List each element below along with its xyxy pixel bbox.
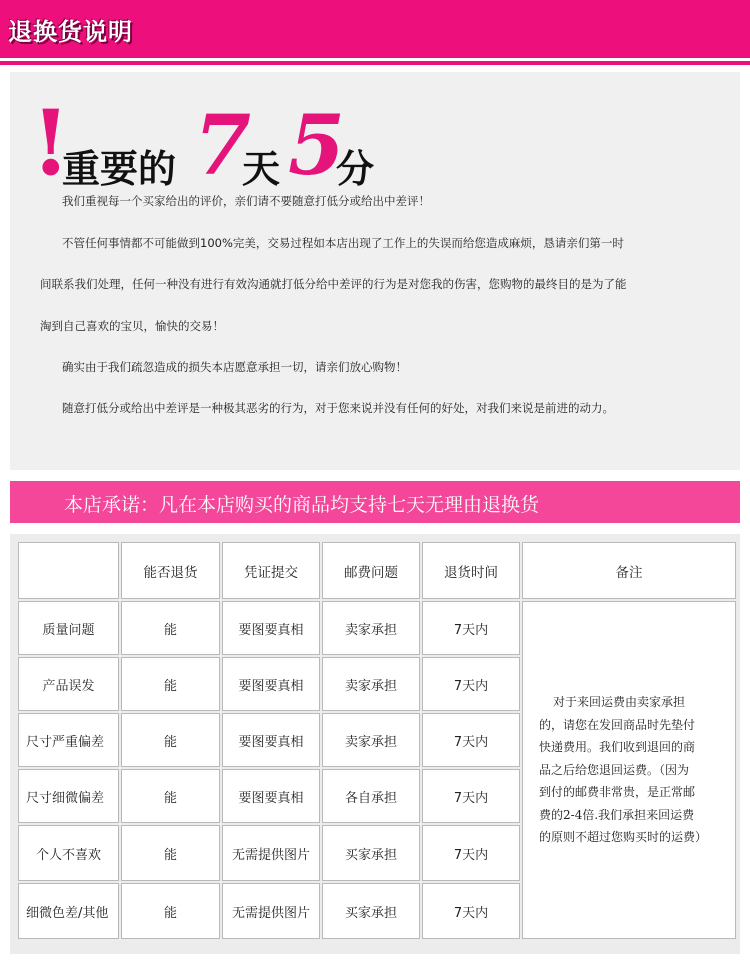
row-6-shipping: 买家承担 xyxy=(322,883,420,939)
row-5-shipping: 买家承担 xyxy=(322,825,420,881)
row-3-proof: 要图要真相 xyxy=(222,713,320,767)
row-5-returnable: 能 xyxy=(121,825,220,881)
notice-line-6: 随意打低分或给出中差评是一种极其恶劣的行为，对于您来说并没有任何的好处，对我们来说是前进的动力。 xyxy=(62,401,614,415)
row-2-category: 产品误发 xyxy=(18,657,119,711)
row-1-time: 7天内 xyxy=(422,601,520,655)
row-1-returnable: 能 xyxy=(121,601,220,655)
row-1-shipping: 卖家承担 xyxy=(322,601,420,655)
header-cell-returnable: 能否退货 xyxy=(121,542,220,599)
headline-score-label: 分 xyxy=(336,146,375,191)
remarks-line-4: 品之后给您退回运费。（因为 xyxy=(539,762,690,777)
row-3-returnable: 能 xyxy=(121,713,220,767)
header-bar xyxy=(0,0,750,58)
header-cell-remarks: 备注 xyxy=(522,542,736,599)
row-4-shipping: 各自承担 xyxy=(322,769,420,823)
row-6-returnable: 能 xyxy=(121,883,220,939)
row-5-category: 个人不喜欢 xyxy=(18,825,119,881)
remarks-line-5: 到付的邮费非常贵，是正常邮 xyxy=(539,785,696,800)
row-6-proof: 无需提供图片 xyxy=(222,883,320,939)
notice-line-5: 确实由于我们疏忽造成的损失本店愿意承担一切，请亲们放心购物！ xyxy=(62,360,407,374)
remarks-line-6: 费的2-4倍.我们承担来回运费 xyxy=(539,807,695,822)
header-cell-time: 退货时间 xyxy=(422,542,520,599)
row-4-category: 尺寸细微偏差 xyxy=(18,769,119,823)
row-4-time: 7天内 xyxy=(422,769,520,823)
row-2-returnable: 能 xyxy=(121,657,220,711)
header-cell-shipping: 邮费问题 xyxy=(322,542,420,599)
row-1-proof: 要图要真相 xyxy=(222,601,320,655)
notice-line-2: 不管任何事情都不可能做到100%完美，交易过程如本店出现了工作上的失误而给您造成麻烦，恳请亲们第一时 xyxy=(62,236,624,250)
remarks-line-7: 的原则不超过您购买时的运费） xyxy=(539,830,708,845)
header-divider xyxy=(0,61,750,65)
row-6-time: 7天内 xyxy=(422,883,520,939)
remarks-text xyxy=(539,691,707,849)
row-3-time: 7天内 xyxy=(422,713,520,767)
header-cell-blank xyxy=(18,542,119,599)
notice-line-4: 淘到自己喜欢的宝贝，愉快的交易！ xyxy=(40,319,224,333)
row-5-time: 7天内 xyxy=(422,825,520,881)
row-6-category: 细微色差/其他 xyxy=(18,883,119,939)
headline-number-score: 5 xyxy=(288,98,346,194)
promise-text: 本店承诺：凡在本店购买的商品均支持七天无理由退换货 xyxy=(64,494,540,516)
headline-number-days: 7 xyxy=(194,98,252,194)
remarks-line-3: 快递费用。我们收到退回的商 xyxy=(539,740,696,755)
row-3-category: 尺寸严重偏差 xyxy=(18,713,119,767)
row-2-proof: 要图要真相 xyxy=(222,657,320,711)
headline-prefix: 重要的 xyxy=(62,146,177,191)
headline-days-label: 天 xyxy=(242,146,281,191)
exclamation-mark: ! xyxy=(31,90,71,196)
row-4-proof: 要图要真相 xyxy=(222,769,320,823)
remarks-line-1: 对于来回运费由卖家承担 xyxy=(553,695,686,710)
notice-line-3: 间联系我们处理，任何一种没有进行有效沟通就打低分给中差评的行为是对您我的伤害，您购物的最终目的是为了能 xyxy=(40,277,627,291)
row-3-shipping: 卖家承担 xyxy=(322,713,420,767)
header-cell-proof: 凭证提交 xyxy=(222,542,320,599)
page-title: 退换货说明 xyxy=(8,18,133,46)
remarks-line-2: 的，请您在发回商品时先垫付 xyxy=(539,717,696,732)
row-1-category: 质量问题 xyxy=(18,601,119,655)
remarks-cell xyxy=(522,601,736,939)
row-2-time: 7天内 xyxy=(422,657,520,711)
promise-banner xyxy=(10,481,740,523)
return-policy-table xyxy=(10,534,740,954)
row-5-proof: 无需提供图片 xyxy=(222,825,320,881)
row-2-shipping: 卖家承担 xyxy=(322,657,420,711)
notice-line-1: 我们重视每一个买家给出的评价，亲们请不要随意打低分或给出中差评！ xyxy=(62,194,430,208)
row-4-returnable: 能 xyxy=(121,769,220,823)
